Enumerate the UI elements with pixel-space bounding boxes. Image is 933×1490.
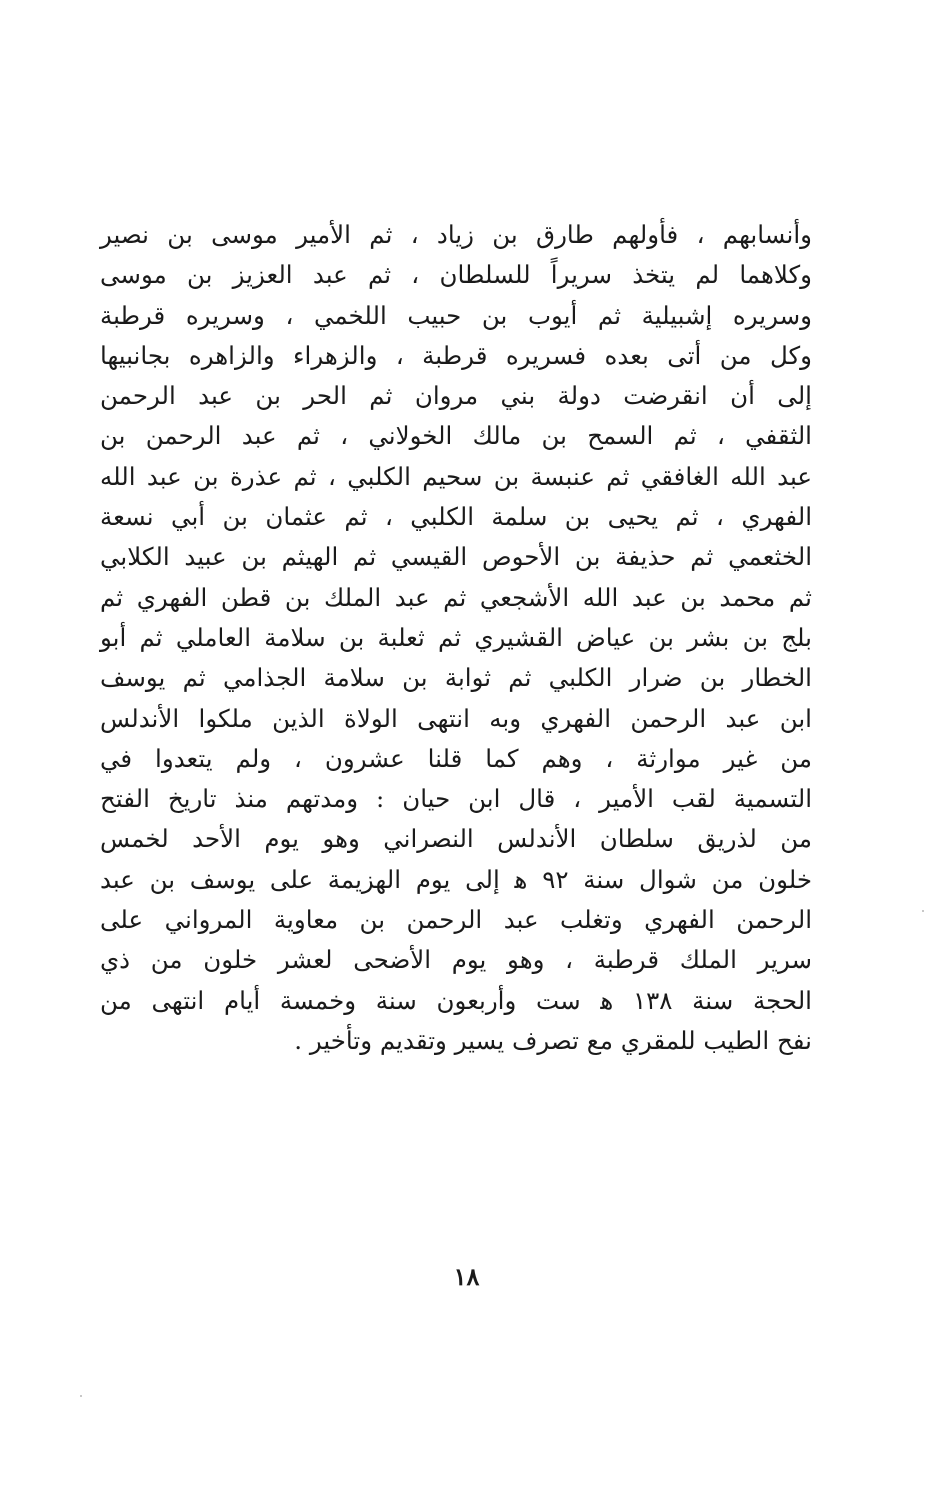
text-line-14: من غير موارثة ، وهم كما قلنا عشرون ، ولم يتعدوا في: [100, 743, 812, 773]
text-line-11: بلج بن بشر بن عياض القشيري ثم ثعلبة بن سلامة العاملي ثم أبو: [100, 622, 812, 652]
text-line-20: الحجة سنة ١٣٨ ﻫ ست وأربعون سنة وخمسة أيام انتهى من: [100, 985, 812, 1015]
scan-speck: [922, 910, 924, 912]
text-line-6: الثقفي ، ثم السمح بن مالك الخولاني ، ثم عبد الرحمن بن: [100, 421, 812, 451]
text-line-13: ابن عبد الرحمن الفهري وبه انتهى الولاة الذين ملكوا الأندلس: [100, 703, 812, 733]
text-line-3: وسريره إشبيلية ثم أيوب بن حبيب اللخمي ، وسريره قرطبة: [100, 300, 812, 330]
text-line-8: الفهري ، ثم يحيى بن سلمة الكلبي ، ثم عثمان بن أبي نسعة: [100, 502, 812, 532]
text-line-4: وكل من أتى بعده فسريره قرطبة ، والزهراء والزاهره بجانبيها: [100, 340, 812, 370]
text-line-16: من لذريق سلطان الأندلس النصراني وهو يوم الأحد لخمس: [100, 824, 812, 854]
text-line-2: وكلاهما لم يتخذ سريراً للسلطان ، ثم عبد العزيز بن موسى: [100, 260, 812, 290]
text-line-1: وأنسابهم ، فأولهم طارق بن زياد ، ثم الأمير موسى بن نصير: [100, 220, 812, 249]
text-line-18: الرحمن الفهري وتغلب عبد الرحمن بن معاوية المرواني على: [100, 905, 812, 935]
text-line-10: ثم محمد بن عبد الله الأشجعي ثم عبد الملك بن قطن الفهري ثم: [100, 582, 812, 612]
text-line-5: إلى أن انقرضت دولة بني مروان ثم الحر بن عبد الرحمن: [100, 381, 812, 411]
text-line-17: خلون من شوال سنة ٩٢ ﻫ إلى يوم الهزيمة على يوسف بن عبد: [100, 864, 812, 894]
text-line-9: الخثعمي ثم حذيفة بن الأحوص القيسي ثم الهيثم بن عبيد الكلابي: [100, 542, 812, 572]
text-line-19: سرير الملك قرطبة ، وهو يوم الأضحى لعشر خلون من ذي: [100, 945, 812, 975]
text-line-21: نفح الطيب للمقري مع تصرف يسير وتقديم وتأخير .: [294, 1025, 812, 1055]
text-line-15: التسمية لقب الأمير ، قال ابن حيان : ومدتهم منذ تاريخ الفتح: [100, 784, 812, 814]
text-line-12: الخطار بن ضرار الكلبي ثم ثوابة بن سلامة الجذامي ثم يوسف: [100, 663, 812, 693]
page-number: ١٨: [453, 1262, 480, 1291]
body-text: [100, 215, 812, 1061]
text-line-7: عبد الله الغافقي ثم عنبسة بن سحيم الكلبي ، ثم عذرة بن عبد الله: [100, 461, 812, 491]
scan-speck: [80, 1395, 82, 1397]
